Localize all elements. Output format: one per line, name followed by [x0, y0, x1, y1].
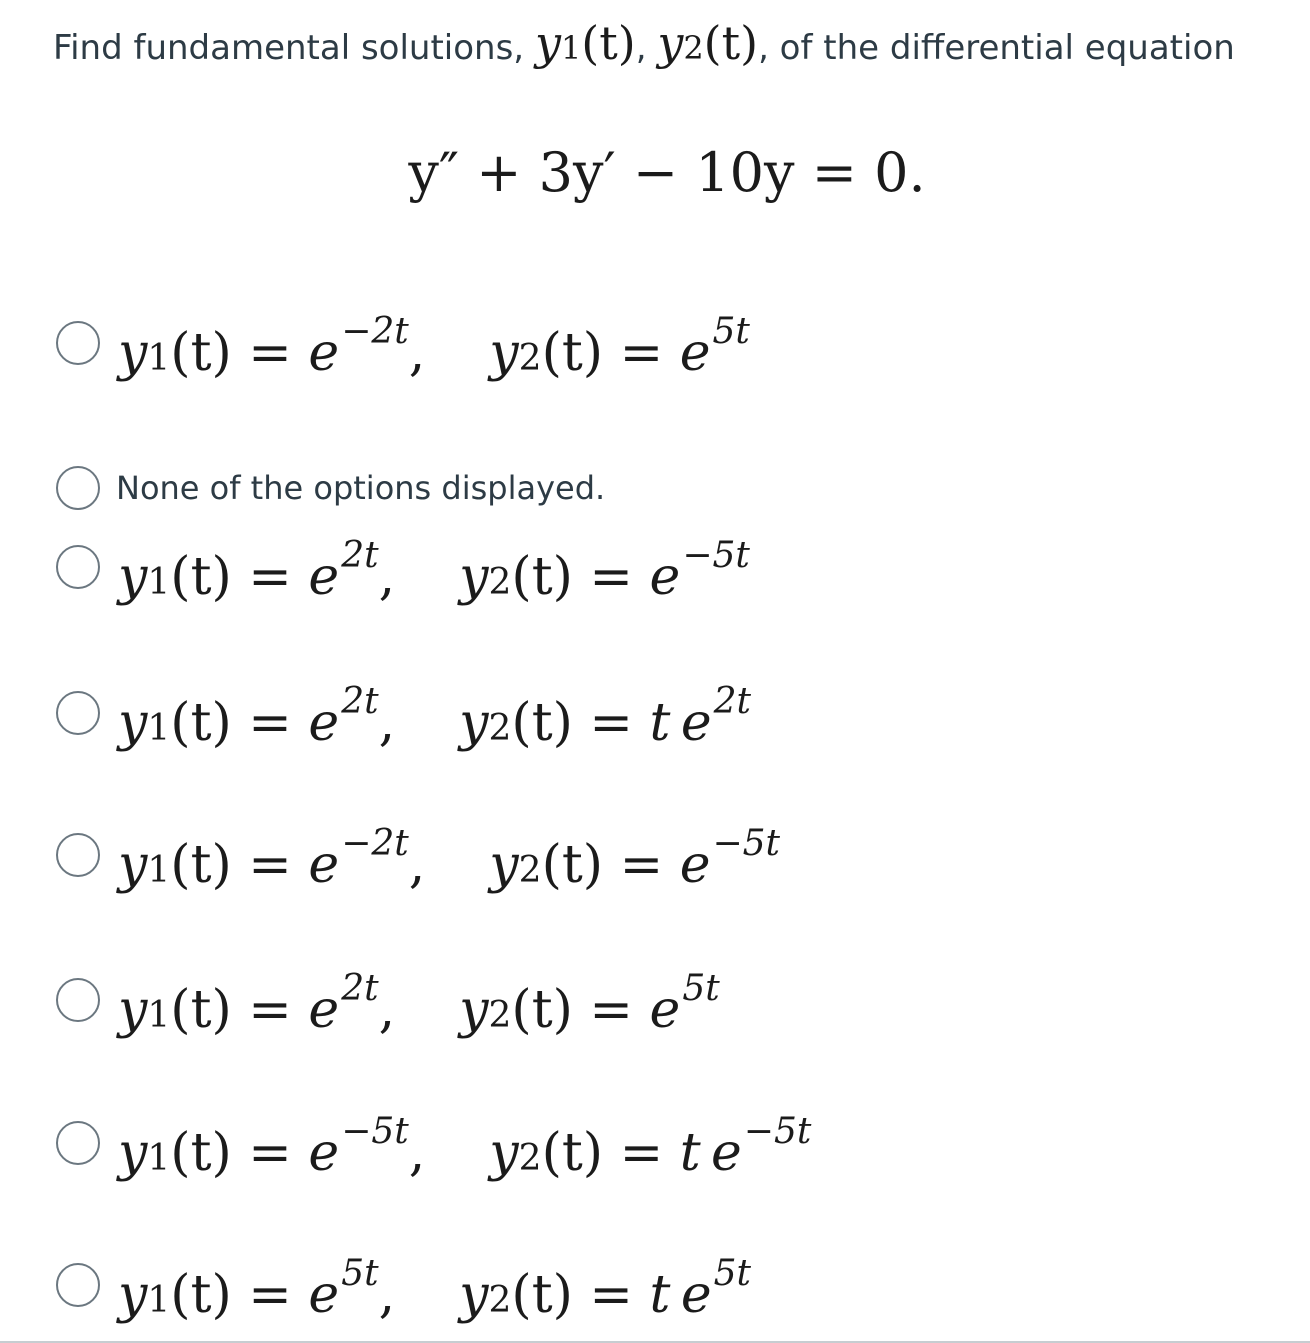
question-y2: y2(t) — [657, 16, 759, 70]
var-argument: (t) — [511, 547, 573, 607]
var-y: y — [489, 1123, 519, 1183]
exp-base: e — [679, 323, 711, 383]
exp-base: e — [308, 980, 340, 1040]
var-subscript: 2 — [488, 995, 512, 1036]
var-subscript: 2 — [488, 1280, 512, 1321]
comma: , — [378, 980, 396, 1040]
radio-button[interactable] — [56, 321, 100, 365]
exponent: 5t — [682, 968, 720, 1009]
var-argument: (t) — [541, 835, 604, 895]
var-y: y — [118, 1123, 148, 1183]
radio-button[interactable] — [56, 466, 100, 510]
equals-sign: = — [603, 323, 680, 383]
var-subscript: 1 — [147, 708, 171, 749]
exponent: −5t — [682, 535, 750, 576]
var-argument: (t) — [170, 1265, 232, 1325]
question-suffix: , of the differential equation — [758, 28, 1235, 68]
var-subscript: 2 — [488, 708, 512, 749]
answer-option-4[interactable] — [56, 668, 751, 758]
exponent: 5t — [341, 1253, 379, 1294]
radio-button[interactable] — [56, 691, 100, 735]
var-subscript: 1 — [147, 850, 171, 891]
exponent: 2t — [713, 681, 751, 722]
option-formula — [118, 823, 781, 895]
radio-button[interactable] — [56, 833, 100, 877]
var-argument: (t) — [511, 980, 573, 1040]
var-y: y — [118, 693, 148, 753]
var-subscript: 1 — [147, 1280, 171, 1321]
var-y: y — [118, 323, 148, 383]
var-subscript: 2 — [488, 562, 512, 603]
var-subscript: 2 — [518, 338, 542, 379]
answer-option-7[interactable] — [56, 1098, 811, 1188]
var-argument: (t) — [170, 980, 232, 1040]
exponent: −5t — [712, 823, 781, 864]
var-argument: (t) — [170, 1123, 232, 1183]
exp-base: e — [308, 1123, 340, 1183]
option-formula — [118, 1111, 812, 1183]
answer-option-6[interactable] — [56, 955, 720, 1045]
var-subscript: 1 — [147, 338, 171, 379]
var-argument: (t) — [170, 323, 232, 383]
comma: , — [408, 1123, 426, 1183]
var-y: y — [459, 693, 489, 753]
var-subscript: 2 — [518, 1138, 542, 1179]
exp-base: e — [711, 1123, 742, 1183]
exponent: −5t — [341, 1111, 409, 1152]
var-argument: (t) — [170, 547, 232, 607]
option-label: None of the options displayed. — [116, 469, 606, 507]
option-formula — [118, 968, 720, 1040]
comma: , — [408, 323, 426, 383]
var-y: y — [459, 547, 489, 607]
coefficient: t — [649, 1265, 671, 1325]
var-y: y — [118, 547, 148, 607]
var-argument: (t) — [511, 693, 573, 753]
exp-base: e — [308, 323, 340, 383]
var-y: y — [118, 980, 148, 1040]
exp-base: e — [308, 835, 340, 895]
answer-option-5[interactable] — [56, 810, 780, 900]
var-subscript: 2 — [518, 850, 542, 891]
exp-base: e — [308, 547, 340, 607]
equals-sign: = — [231, 693, 309, 753]
equals-sign: = — [231, 323, 309, 383]
comma: , — [378, 1265, 396, 1325]
radio-button[interactable] — [56, 978, 100, 1022]
radio-button[interactable] — [56, 1263, 100, 1307]
exp-base: e — [680, 1265, 712, 1325]
answer-option-8[interactable] — [56, 1240, 751, 1330]
equals-sign: = — [572, 547, 650, 607]
exponent: 2t — [341, 968, 379, 1009]
exp-base: e — [308, 1265, 340, 1325]
var-y: y — [459, 980, 489, 1040]
question-prefix: Find fundamental solutions, — [53, 28, 525, 68]
coefficient: t — [649, 693, 671, 753]
comma: , — [408, 835, 426, 895]
exponent: −2t — [341, 311, 409, 352]
var-y: y — [118, 835, 148, 895]
equals-sign: = — [231, 835, 309, 895]
exp-base: e — [308, 693, 340, 753]
exp-base: e — [649, 547, 681, 607]
equals-sign: = — [231, 1265, 309, 1325]
var-y: y — [459, 1265, 489, 1325]
var-argument: (t) — [170, 693, 232, 753]
exp-base: e — [680, 693, 712, 753]
equals-sign: = — [231, 1123, 309, 1183]
var-subscript: 1 — [147, 1138, 171, 1179]
exp-base: e — [679, 835, 711, 895]
var-y: y — [489, 323, 519, 383]
radio-button[interactable] — [56, 545, 100, 589]
option-formula — [118, 1253, 751, 1325]
equals-sign: = — [603, 835, 680, 895]
var-subscript: 1 — [147, 562, 171, 603]
var-y: y — [489, 835, 519, 895]
equals-sign: = — [231, 547, 309, 607]
option-formula — [118, 535, 750, 607]
exponent: 5t — [713, 1253, 751, 1294]
answer-option-1[interactable] — [56, 298, 750, 388]
comma: , — [378, 547, 396, 607]
option-formula — [118, 311, 750, 383]
comma: , — [378, 693, 396, 753]
equals-sign: = — [572, 980, 650, 1040]
question-text: Find fundamental solutions, y1(t), y2(t), of the differential equation — [53, 16, 1235, 70]
exponent: 2t — [341, 535, 379, 576]
answer-option-2[interactable] — [56, 443, 605, 533]
radio-button[interactable] — [56, 1121, 100, 1165]
exponent: −2t — [341, 823, 409, 864]
var-argument: (t) — [541, 323, 604, 383]
var-subscript: 1 — [147, 995, 171, 1036]
var-argument: (t) — [170, 835, 232, 895]
question-y1: y1(t) — [534, 16, 636, 70]
var-y: y — [118, 1265, 148, 1325]
equals-sign: = — [572, 1265, 650, 1325]
equals-sign: = — [231, 980, 309, 1040]
exponent: −5t — [743, 1111, 812, 1152]
equals-sign: = — [603, 1123, 680, 1183]
var-argument: (t) — [541, 1123, 604, 1183]
exponent: 5t — [712, 311, 750, 352]
coefficient: t — [679, 1123, 701, 1183]
exponent: 2t — [341, 681, 379, 722]
exp-base: e — [649, 980, 681, 1040]
differential-equation: y″ + 3y′ − 10y = 0. — [408, 141, 926, 204]
option-formula — [118, 681, 751, 753]
var-argument: (t) — [511, 1265, 573, 1325]
answer-option-3[interactable] — [56, 522, 750, 612]
equals-sign: = — [572, 693, 650, 753]
